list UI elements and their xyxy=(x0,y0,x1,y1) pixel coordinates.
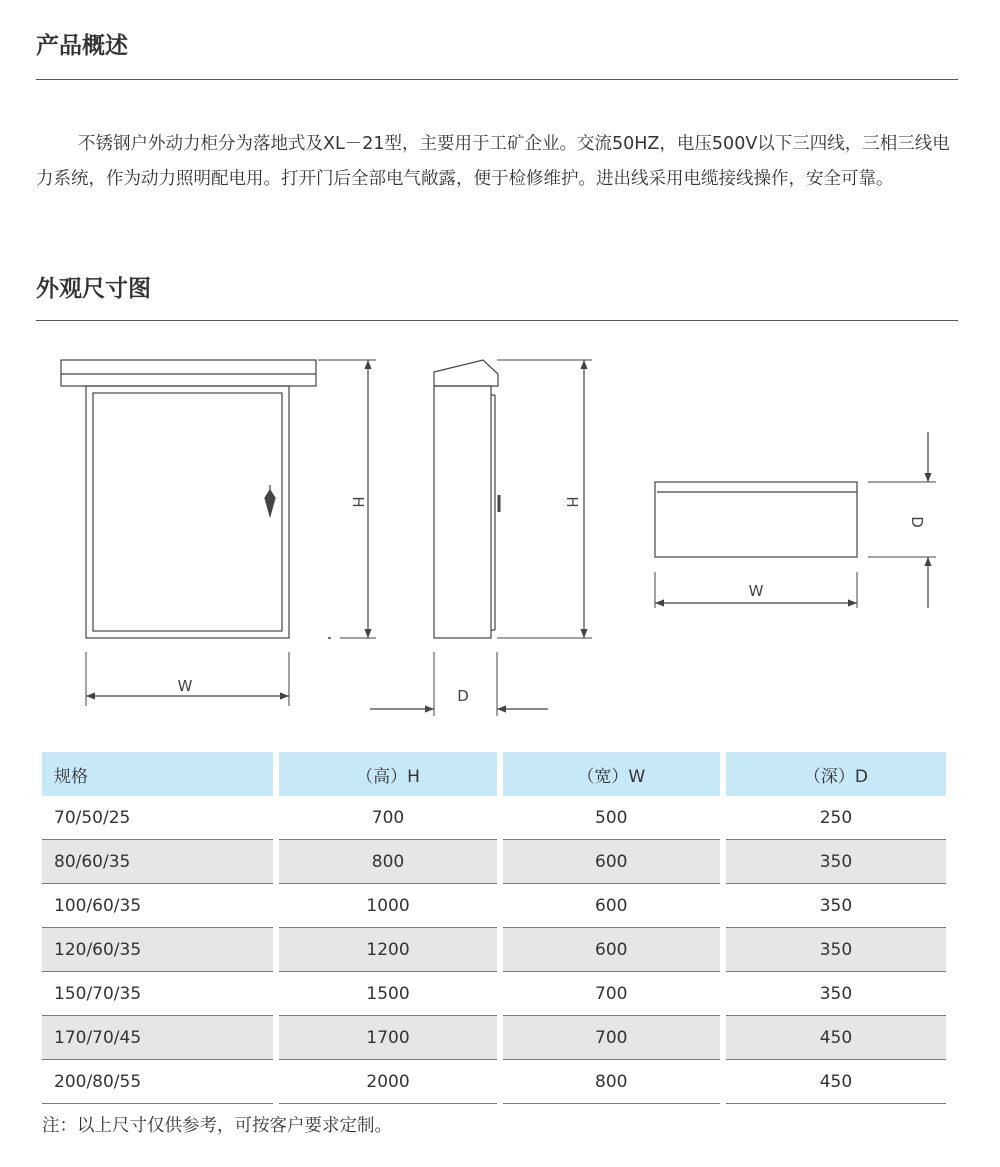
cell-width: 600 xyxy=(503,840,720,884)
front-height-label: H xyxy=(349,496,367,508)
cell-width: 500 xyxy=(503,796,720,840)
side-height-label: H xyxy=(563,496,581,508)
cell-depth: 350 xyxy=(726,884,946,928)
cell-width: 600 xyxy=(503,884,720,928)
cell-spec: 150/70/35 xyxy=(42,972,273,1016)
cell-height: 1200 xyxy=(279,928,496,972)
cell-spec: 80/60/35 xyxy=(42,840,273,884)
cell-height: 700 xyxy=(279,796,496,840)
overview-divider xyxy=(36,79,958,80)
header-spec: 规格 xyxy=(42,752,273,796)
table-row xyxy=(42,796,946,840)
table-row xyxy=(42,1016,946,1060)
header-depth: （深）D xyxy=(726,752,946,796)
front-view xyxy=(61,360,316,638)
header-width: （宽）W xyxy=(503,752,720,796)
cell-spec: 100/60/35 xyxy=(42,884,273,928)
door-handle-icon xyxy=(265,490,275,516)
cell-depth: 450 xyxy=(726,1016,946,1060)
table-row xyxy=(42,884,946,928)
cell-width: 700 xyxy=(503,972,720,1016)
cell-spec: 200/80/55 xyxy=(42,1060,273,1104)
header-height: （高）H xyxy=(279,752,496,796)
spec-table xyxy=(36,752,952,1104)
cell-depth: 250 xyxy=(726,796,946,840)
dimension-drawing xyxy=(0,340,1000,730)
cell-spec: 70/50/25 xyxy=(42,796,273,840)
footnote: 注：以上尺寸仅供参考，可按客户要求定制。 xyxy=(42,1116,392,1136)
drawing-divider xyxy=(36,320,958,321)
cell-height: 2000 xyxy=(279,1060,496,1104)
cell-depth: 350 xyxy=(726,972,946,1016)
cell-height: 1000 xyxy=(279,884,496,928)
overview-title: 产品概述 xyxy=(36,33,128,59)
cell-spec: 120/60/35 xyxy=(42,928,273,972)
cell-depth: 350 xyxy=(726,928,946,972)
cell-spec: 170/70/45 xyxy=(42,1016,273,1060)
overview-paragraph: 不锈钢户外动力柜分为落地式及XL－21型，主要用于工矿企业。交流50HZ，电压500V以下三四线，三相三线电力系统，作为动力照明配电用。打开门后全部电气敞露，便于检修维护。进出线采用电缆接线操作，安全可靠。 xyxy=(36,134,950,189)
cell-depth: 450 xyxy=(726,1060,946,1104)
table-row xyxy=(42,840,946,884)
top-view xyxy=(655,482,857,557)
cell-depth: 350 xyxy=(726,840,946,884)
table-row xyxy=(42,928,946,972)
cell-height: 1500 xyxy=(279,972,496,1016)
drawing-title: 外观尺寸图 xyxy=(36,276,151,302)
cell-width: 700 xyxy=(503,1016,720,1060)
table-header-row xyxy=(42,752,946,796)
cell-height: 800 xyxy=(279,840,496,884)
cell-height: 1700 xyxy=(279,1016,496,1060)
front-width-label: W xyxy=(177,677,193,695)
top-depth-label: D xyxy=(908,516,926,528)
side-depth-label: D xyxy=(457,687,469,705)
top-width-label: W xyxy=(748,582,764,600)
cell-width: 600 xyxy=(503,928,720,972)
table-row xyxy=(42,972,946,1016)
cell-width: 800 xyxy=(503,1060,720,1104)
side-view xyxy=(434,360,499,638)
table-row xyxy=(42,1060,946,1104)
